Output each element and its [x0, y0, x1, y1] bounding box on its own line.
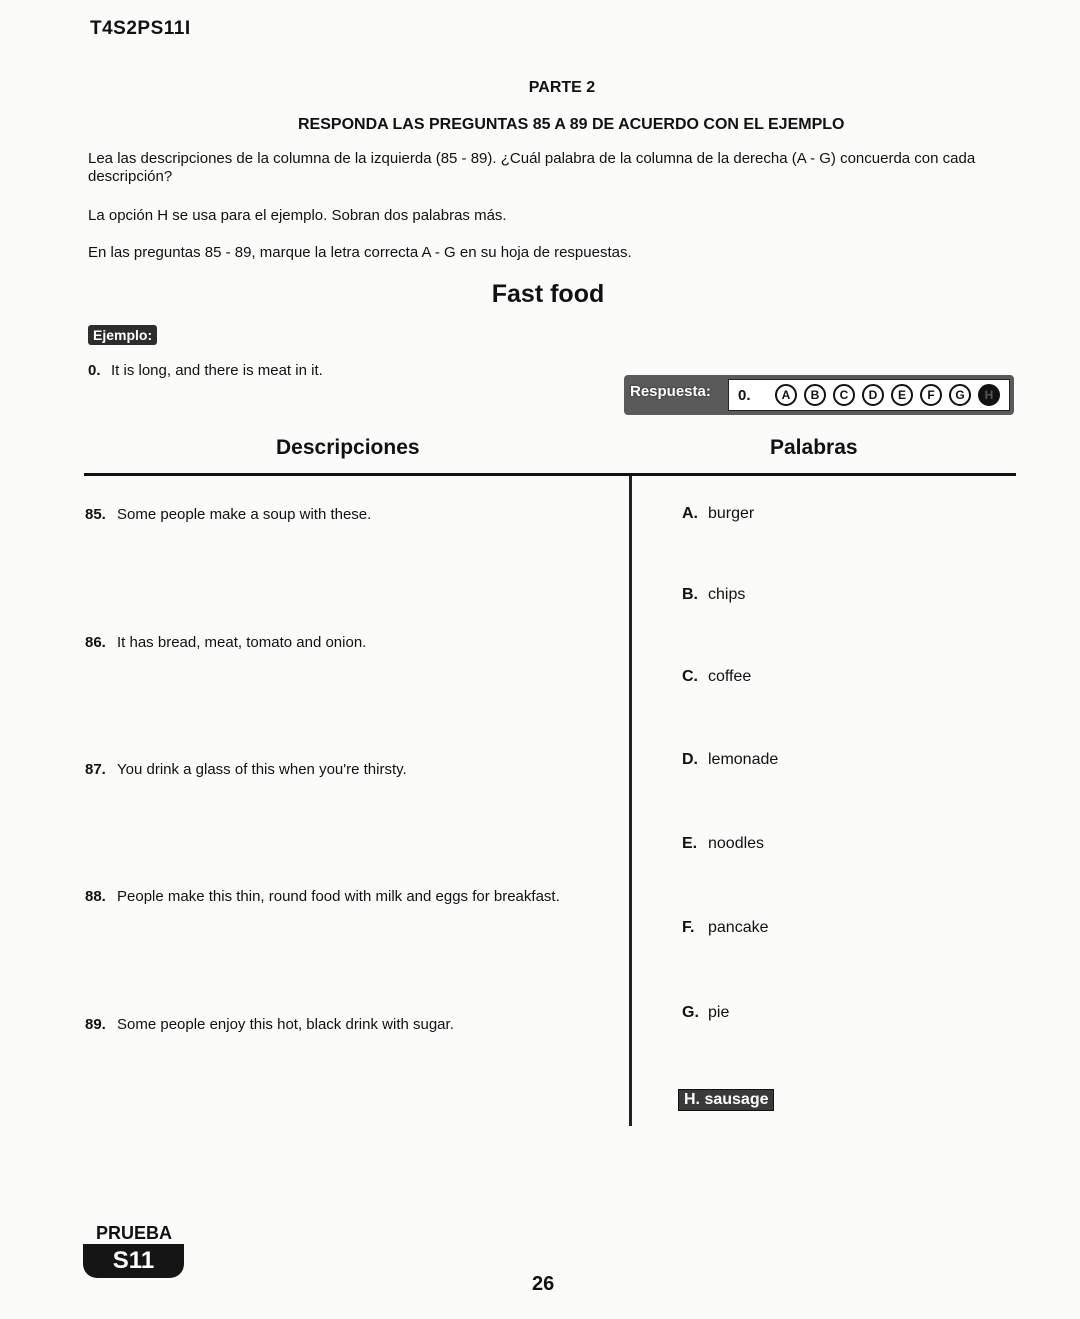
- document-code: T4S2PS11I: [90, 18, 191, 39]
- description-item: [85, 634, 366, 651]
- word-text: burger: [708, 505, 755, 522]
- answer-bubble-e[interactable]: E: [891, 384, 913, 406]
- example-word-badge: H. sausage: [678, 1089, 774, 1111]
- word-letter: C.: [682, 668, 698, 685]
- description-item: [85, 888, 560, 905]
- answer-bubble-b[interactable]: B: [804, 384, 826, 406]
- description-text: Some people make a soup with these.: [117, 506, 372, 523]
- instruction-text-3: En las preguntas 85 - 89, marque la letra correcta A - G en su hoja de respuestas.: [88, 244, 632, 261]
- instruction-text-1: Lea las descripciones de la columna de la izquierda (85 - 89). ¿Cuál palabra de la columna de la derecha (A - G) concuerda con cada descripción?: [88, 150, 976, 185]
- description-text: Some people enjoy this hot, black drink with sugar.: [117, 1016, 454, 1033]
- description-number: 89.: [85, 1016, 106, 1033]
- answer-number: 0.: [738, 387, 751, 404]
- column-divider: [629, 476, 632, 1126]
- word-text: pie: [708, 1004, 730, 1021]
- description-number: 86.: [85, 634, 106, 651]
- test-code-badge: S11: [83, 1244, 184, 1278]
- instruction-heading: RESPONDA LAS PREGUNTAS 85 A 89 DE ACUERDO CON EL EJEMPLO: [298, 116, 845, 133]
- answer-bubble-c[interactable]: C: [833, 384, 855, 406]
- word-text: chips: [708, 586, 746, 603]
- answer-bubbles: [728, 379, 1010, 411]
- word-text: lemonade: [708, 751, 779, 768]
- word-letter: G.: [682, 1004, 699, 1021]
- description-text: People make this thin, round food with milk and eggs for breakfast.: [117, 888, 560, 905]
- answer-bubble-f[interactable]: F: [920, 384, 942, 406]
- word-item: [682, 1004, 729, 1022]
- page-number: 26: [532, 1273, 555, 1295]
- answer-box: [624, 375, 1014, 415]
- description-item: [85, 1016, 454, 1033]
- word-item: [682, 751, 778, 769]
- part-title: PARTE 2: [528, 79, 596, 96]
- description-number: 88.: [85, 888, 106, 905]
- word-letter: E.: [682, 835, 698, 852]
- header-divider: [84, 473, 1016, 476]
- answer-bubble-a[interactable]: A: [775, 384, 797, 406]
- answer-bubble-h-selected[interactable]: H: [978, 384, 1000, 406]
- word-item: [682, 835, 764, 853]
- description-item: [85, 761, 407, 778]
- description-number: 85.: [85, 506, 106, 523]
- descriptions-header: Descripciones: [276, 436, 420, 459]
- example-question: [88, 362, 323, 379]
- description-number: 87.: [85, 761, 106, 778]
- word-item: [682, 586, 745, 604]
- word-text: noodles: [708, 835, 765, 852]
- answer-bubble-d[interactable]: D: [862, 384, 884, 406]
- section-title: Fast food: [491, 280, 605, 308]
- words-header: Palabras: [770, 436, 858, 459]
- answer-label: Respuesta:: [630, 383, 711, 400]
- test-label: PRUEBA: [96, 1223, 173, 1243]
- word-item: [682, 505, 754, 523]
- answer-bubble-g[interactable]: G: [949, 384, 971, 406]
- example-text: It is long, and there is meat in it.: [111, 362, 323, 379]
- word-text: pancake: [708, 919, 769, 936]
- word-letter: A.: [682, 505, 698, 522]
- word-text: coffee: [708, 668, 752, 685]
- word-letter: B.: [682, 586, 698, 603]
- word-item: [682, 668, 751, 686]
- word-item: [682, 919, 769, 937]
- example-number: 0.: [88, 362, 101, 379]
- description-text: It has bread, meat, tomato and onion.: [117, 634, 367, 651]
- instruction-text-2: La opción H se usa para el ejemplo. Sobran dos palabras más.: [88, 207, 507, 224]
- word-letter: D.: [682, 751, 698, 768]
- word-letter: F.: [682, 919, 695, 936]
- description-item: [85, 506, 371, 523]
- example-badge: Ejemplo:: [88, 325, 157, 345]
- description-text: You drink a glass of this when you're thirsty.: [117, 761, 407, 778]
